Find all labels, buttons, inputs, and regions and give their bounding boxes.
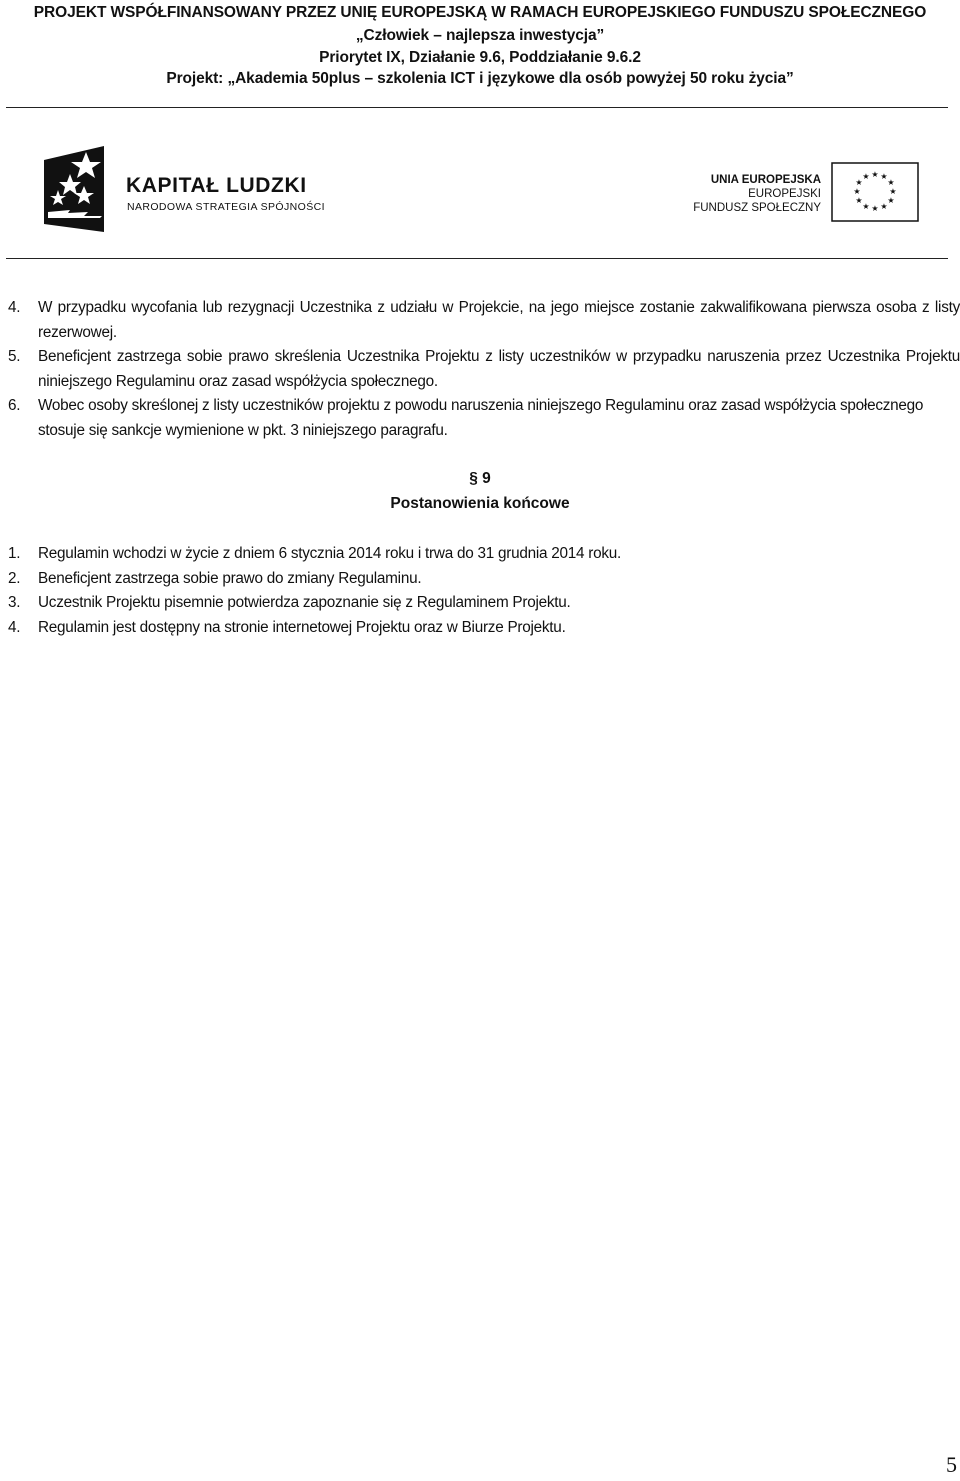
list-item-text: Uczestnik Projektu pisemnie potwierdza zapoznanie się z Regulaminem Projektu. bbox=[38, 594, 571, 612]
list-item bbox=[8, 296, 960, 345]
svg-text:★: ★ bbox=[855, 178, 863, 187]
list-item-number: 3. bbox=[8, 594, 21, 612]
list-item-number: 4. bbox=[8, 299, 21, 316]
eu-logo-line-3: FUNDUSZ SPOŁECZNY bbox=[693, 202, 821, 214]
svg-text:★: ★ bbox=[887, 196, 895, 205]
svg-text:★: ★ bbox=[862, 202, 870, 211]
list-item-number: 5. bbox=[8, 348, 21, 366]
list-item-number: 4. bbox=[8, 618, 21, 636]
list-item-text: Wobec osoby skreślonej z listy uczestników projektu z powodu naruszenia niniejszego Regulaminu oraz zasad współżycia społecznego stosuje się sankcje wymienione w pkt. 3 niniejszego paragrafu. bbox=[38, 397, 924, 439]
paragraph-list-final bbox=[8, 542, 960, 640]
svg-text:★: ★ bbox=[887, 178, 895, 187]
svg-text:★: ★ bbox=[880, 202, 888, 211]
list-item-number: 6. bbox=[8, 397, 21, 415]
list-item-text: Regulamin jest dostępny na stronie internetowej Projektu oraz w Biurze Projektu. bbox=[38, 618, 566, 636]
eu-logo bbox=[693, 160, 925, 226]
list-item bbox=[8, 591, 960, 616]
eu-flag-icon bbox=[831, 162, 919, 222]
header-line-3: Priorytet IX, Działanie 9.6, Poddziałanie 9.6.2 bbox=[319, 49, 641, 66]
svg-text:★: ★ bbox=[871, 204, 879, 213]
kapital-ludzki-title: KAPITAŁ LUDZKI bbox=[126, 174, 307, 197]
kapital-ludzki-emblem-icon bbox=[44, 146, 106, 232]
page-number: 5 bbox=[946, 1452, 957, 1477]
list-item-text: Beneficjent zastrzega sobie prawo do zmiany Regulaminu. bbox=[38, 569, 422, 587]
list-item bbox=[8, 567, 960, 592]
eu-logo-line-1: UNIA EUROPEJSKA bbox=[710, 174, 821, 186]
list-item-text: Beneficjent zastrzega sobie prawo skreślenia Uczestnika Projektu z listy uczestników w przypadku naruszenia przez Uczestnika Projektu niniejszego Regulaminu oraz zasad współżycia społecznego. bbox=[38, 348, 960, 390]
list-item bbox=[8, 394, 960, 443]
paragraph-list-top bbox=[8, 296, 960, 444]
list-item-number: 1. bbox=[8, 545, 21, 562]
section-title: Postanowienia końcowe bbox=[390, 495, 570, 512]
list-item bbox=[8, 345, 960, 394]
svg-text:★: ★ bbox=[855, 196, 863, 205]
kapital-ludzki-subtitle: NARODOWA STRATEGIA SPÓJNOŚCI bbox=[127, 201, 325, 213]
kapital-ludzki-logo bbox=[44, 146, 344, 236]
list-item-text: Regulamin wchodzi w życie z dniem 6 stycznia 2014 roku i trwa do 31 grudnia 2014 roku. bbox=[38, 545, 622, 562]
header-line-4: Projekt: „Akademia 50plus – szkolenia ICT i językowe dla osób powyżej 50 roku życia” bbox=[166, 70, 794, 87]
header-line-2: „Człowiek – najlepsza inwestycja” bbox=[355, 27, 605, 44]
svg-text:★: ★ bbox=[853, 187, 861, 196]
list-item bbox=[8, 616, 960, 641]
eu-logo-line-2: EUROPEJSKI bbox=[748, 188, 821, 200]
header-line-1: PROJEKT WSPÓŁFINANSOWANY PRZEZ UNIĘ EUROPEJSKĄ W RAMACH EUROPEJSKIEGO FUNDUSZU SPOŁECZNEGO bbox=[33, 4, 927, 21]
list-item bbox=[8, 542, 960, 567]
svg-text:★: ★ bbox=[871, 170, 879, 179]
svg-text:★: ★ bbox=[889, 187, 897, 196]
section-symbol: § 9 bbox=[469, 470, 491, 487]
list-item-number: 2. bbox=[8, 569, 21, 587]
svg-text:★: ★ bbox=[862, 172, 870, 181]
logo-divider bbox=[6, 258, 948, 259]
list-item-text: W przypadku wycofania lub rezygnacji Uczestnika z udziału w Projekcie, na jego miejsce zostanie zakwalifikowana pierwsza osoba z listy rezerwowej. bbox=[38, 299, 960, 341]
svg-text:★: ★ bbox=[880, 172, 888, 181]
header-divider bbox=[6, 107, 948, 108]
